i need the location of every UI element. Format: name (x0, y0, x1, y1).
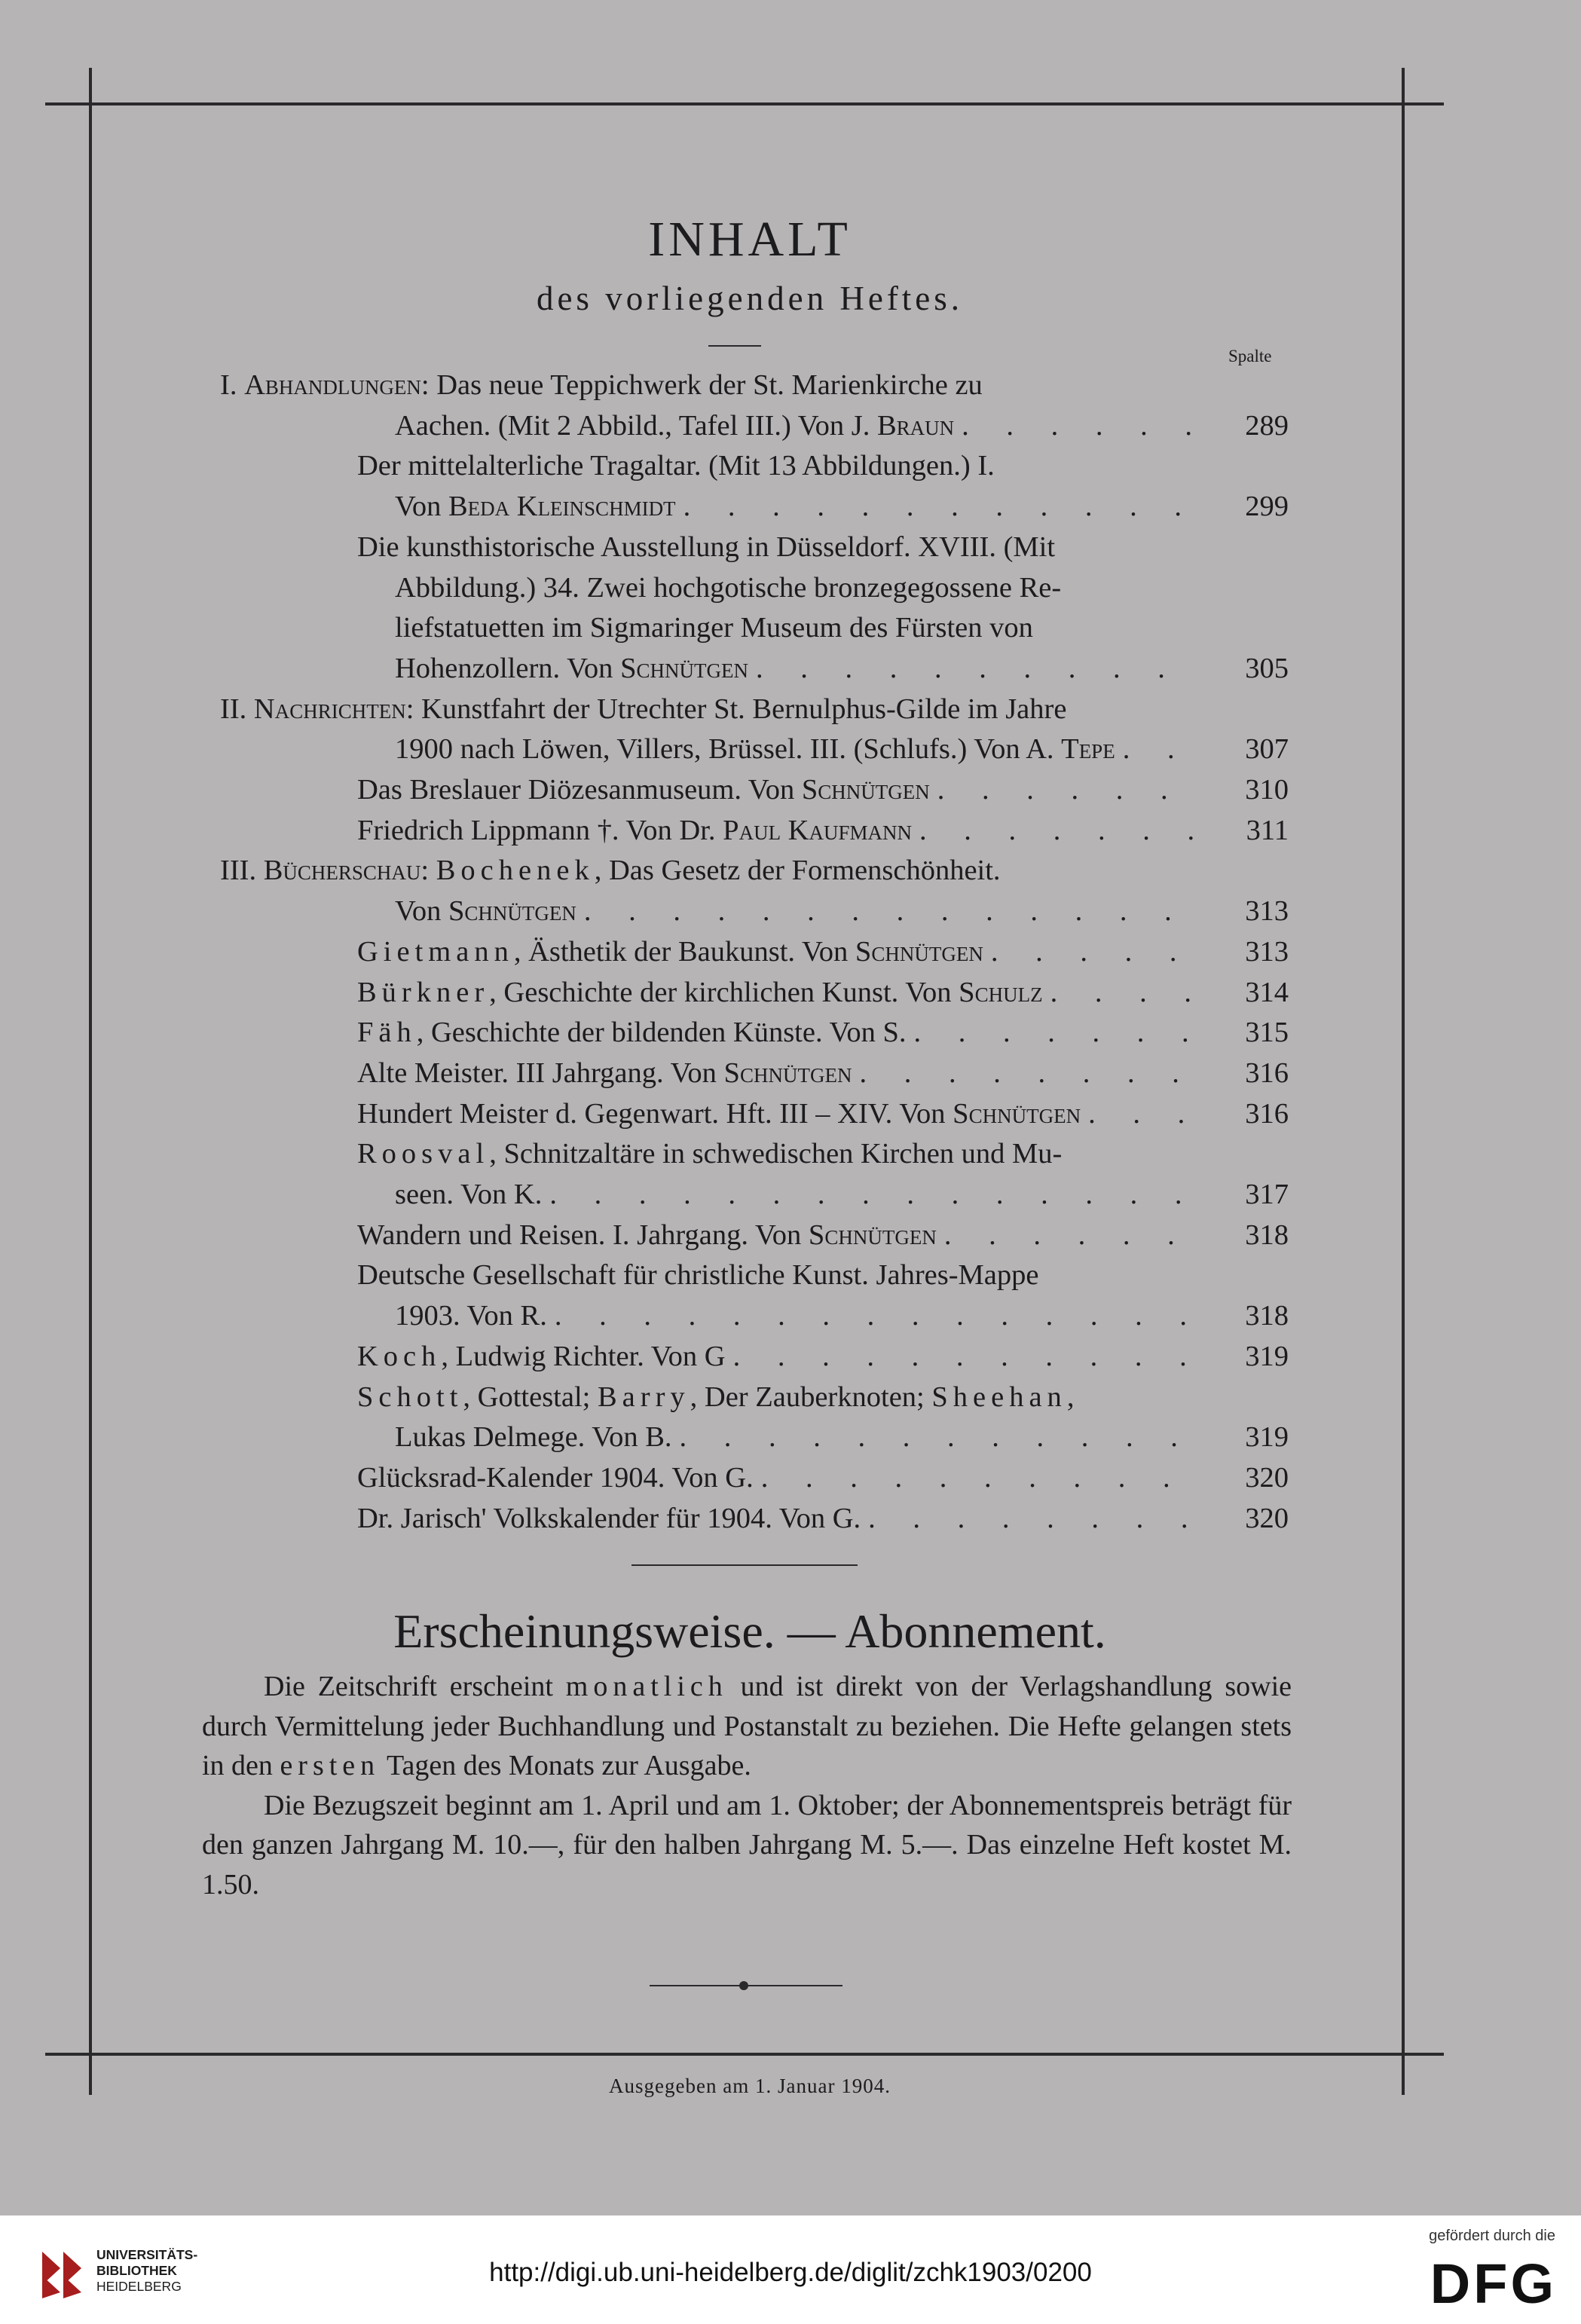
toc-page-number: 299 (1245, 491, 1289, 523)
toc-page-number: 320 (1245, 1461, 1289, 1494)
toc-page-number: 317 (1245, 1179, 1289, 1210)
toc-line: Schott, Gottestal; Barry, Der Zauberknoten; Sheehan, (357, 1381, 1075, 1413)
toc-line: I. Abhandlungen: Das neue Teppichwerk der St. Marienkirche zu (220, 369, 983, 401)
toc-line: Der mittelalterliche Tragaltar. (Mit 13 Abbildungen.) I. (357, 450, 995, 482)
section-divider (631, 1564, 858, 1566)
leader-dots (859, 1053, 1204, 1093)
toc-page-number: 316 (1245, 1057, 1289, 1089)
toc-line: liefstatuetten im Sigmaringer Museum des Fürsten von (395, 612, 1033, 644)
toc-page-number: 305 (1245, 652, 1289, 684)
leader-dots (1088, 1093, 1204, 1134)
subscription-paragraph-2: Die Bezugszeit beginnt am 1. April und am 1. Oktober; der Abonnementspreis beträgt für den ganzen Jahrgang M. 10.—, für den halben Jahrgang M. 5.—. Das einzelne Heft kostet M. 1.50. (202, 1789, 1292, 1900)
permalink-url[interactable]: http://digi.ub.uni-heidelberg.de/diglit/zchk1903/0200 (489, 2258, 1092, 2287)
toc-line: Hundert Meister d. Gegenwart. Hft. III – XIV. Von Schnütgen . . . (357, 1093, 1212, 1134)
toc-line: Deutsche Gesellschaft für christliche Kunst. Jahres-Mappe (357, 1259, 1039, 1292)
toc-line: Bürkner, Geschichte der kirchlichen Kunst. Von Schulz . . . (357, 972, 1212, 1013)
leader-dots (962, 405, 1204, 446)
toc-line: Das Breslauer Diözesanmuseum. Von Schnütgen . . . (357, 769, 1212, 810)
toc-page-number: 310 (1245, 774, 1289, 806)
leader-dots (944, 1215, 1204, 1255)
toc-line: Gietmann, Ästhetik der Baukunst. Von Schnütgen . . . (357, 931, 1212, 972)
toc-line: 1903. Von R. . . . (395, 1295, 1212, 1336)
toc-page-number: 319 (1245, 1421, 1289, 1454)
toc-line: 1900 nach Löwen, Villers, Brüssel. III. (Schlufs.) Von A. Tepe . . . (395, 729, 1212, 769)
subscription-text (202, 1667, 1292, 1904)
digitization-footer (0, 2215, 1581, 2324)
toc-line: Von Schnütgen . . . (395, 891, 1212, 931)
toc-line: Friedrich Lippmann †. Von Dr. Paul Kaufmann . . . (357, 810, 1212, 851)
toc-line: Wandern und Reisen. I. Jahrgang. Von Schnütgen . . . (357, 1215, 1212, 1255)
leader-dots (584, 891, 1204, 931)
frame-left-rule (89, 68, 92, 2095)
frame-right-rule (1402, 68, 1405, 2095)
toc-line: Lukas Delmege. Von B. . . . (395, 1417, 1212, 1457)
toc-page-number: 311 (1246, 814, 1289, 846)
page-title: INHALT (648, 212, 852, 267)
toc-line: III. Bücherschau: Bochenek, Das Gesetz der Formenschönheit. (220, 855, 1001, 887)
toc-page-number: 318 (1245, 1300, 1289, 1332)
toc-line: Roosval, Schnitzaltäre in schwedischen Kirchen und Mu- (357, 1138, 1063, 1170)
leader-dots (761, 1457, 1204, 1498)
toc-line: Glücksrad-Kalender 1904. Von G. . . . (357, 1457, 1212, 1498)
toc-page-number: 320 (1245, 1502, 1289, 1534)
leader-dots (756, 648, 1204, 689)
frame-bottom-rule (45, 2053, 1444, 2056)
toc-line: Alte Meister. III Jahrgang. Von Schnütgen . . . (357, 1053, 1212, 1093)
toc-line: Fäh, Geschichte der bildenden Künste. Von S. . . . (357, 1012, 1212, 1053)
toc-page-number: 313 (1245, 935, 1289, 968)
toc-page-number: 289 (1245, 409, 1289, 442)
leader-dots (914, 1012, 1204, 1053)
leader-dots (1050, 972, 1204, 1013)
toc-page-number: 307 (1245, 733, 1289, 766)
toc-line: Hohenzollern. Von Schnütgen . . . (395, 648, 1212, 689)
toc-line: Koch, Ludwig Richter. Von G . . . (357, 1336, 1212, 1377)
toc-line: Aachen. (Mit 2 Abbild., Tafel III.) Von J. Braun . . . (395, 405, 1212, 446)
column-label: Spalte (1228, 347, 1272, 365)
library-name: UNIVERSITÄTS- BIBLIOTHEK HEIDELBERG (96, 2247, 198, 2294)
toc-page-number: 313 (1245, 895, 1289, 928)
funder-label: gefördert durch die (1429, 2228, 1555, 2244)
toc-page-number: 315 (1245, 1017, 1289, 1049)
frame-top-rule (45, 102, 1444, 105)
leader-dots (683, 486, 1204, 527)
toc-line: Die kunsthistorische Ausstellung in Düsseldorf. XVIII. (Mit (357, 531, 1056, 563)
leader-dots (937, 769, 1204, 810)
leader-dots (555, 1295, 1204, 1336)
toc-page-number: 318 (1245, 1219, 1289, 1251)
toc-line: seen. Von K. . . . (395, 1174, 1212, 1215)
leader-dots (868, 1498, 1204, 1539)
page-subtitle: des vorliegenden Heftes. (536, 280, 964, 317)
leader-dots (1123, 729, 1204, 769)
title-divider (708, 345, 761, 347)
toc-line: II. Nachrichten: Kunstfahrt der Utrechter St. Bernulphus-Gilde im Jahre (220, 693, 1067, 725)
toc-line: Abbildung.) 34. Zwei hochgotische bronzegegossene Re- (395, 571, 1062, 604)
dfg-logo: DFG (1430, 2252, 1557, 2315)
leader-dots (680, 1417, 1205, 1457)
toc-line: Von Beda Kleinschmidt . . . (395, 486, 1212, 527)
toc-page-number: 316 (1245, 1097, 1289, 1130)
leader-dots (549, 1174, 1204, 1215)
leader-dots (733, 1336, 1204, 1377)
toc-line: Dr. Jarisch' Volkskalender für 1904. Von G. . . . (357, 1498, 1212, 1539)
issue-date: Ausgegeben am 1. Januar 1904. (609, 2075, 891, 2097)
leader-dots (919, 810, 1204, 851)
toc-page-number: 314 (1245, 976, 1289, 1008)
leader-dots (991, 931, 1204, 972)
closing-ornament-dot (739, 1981, 748, 1990)
subscription-paragraph-1: Die Zeitschrift erscheint monatlich und ist direkt von der Verlagshandlung sowie durch Vermittelung jeder Buchhandlung und Postanstalt zu beziehen. Die Hefte gelangen stets in den ersten Tagen des Monats zur Ausgabe. (202, 1671, 1292, 1781)
subscription-heading: Erscheinungsweise. — Abonnement. (393, 1604, 1106, 1658)
toc-page-number: 319 (1245, 1340, 1289, 1372)
